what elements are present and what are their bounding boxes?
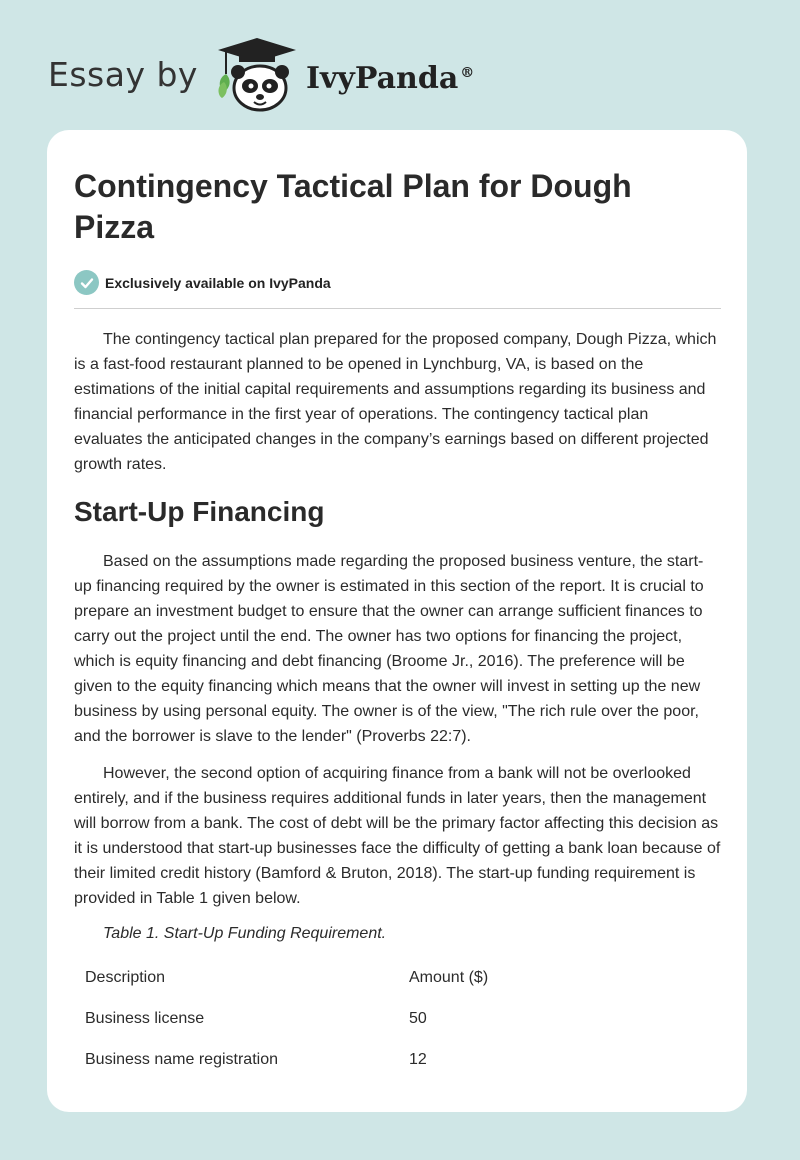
site-header — [48, 34, 474, 114]
brand-name[interactable] — [306, 61, 474, 96]
essay-card — [47, 130, 747, 1112]
brand-label: IvyPanda — [305, 60, 459, 96]
table-cell: 12 — [409, 1050, 427, 1068]
divider — [74, 308, 721, 309]
table-row — [74, 1039, 694, 1080]
paragraph-intro: The contingency tactical plan prepared for the proposed company, Dough Pizza, which is a fast-food restaurant planned to be opened in Lynchburg, VA, is based on the estimations of the initial capital requirements and assumptions regarding its business and financial performance in the first year of operations. The contingency tactical plan evaluates the anticipated changes in the company’s earnings based on different projected growth rates. — [74, 331, 717, 473]
page-title: Contingency Tactical Plan for Dough Pizza — [74, 168, 632, 245]
paragraph-financing-options: Based on the assumptions made regarding the proposed business venture, the start-up financing required by the owner is estimated in this section of the report. It is crucial to prepare an investment budget to ensure that the owner can arrange sufficient finances to carry out the project until the end. The owner has two options for financing the project, which is equity financing and debt financing (Broome Jr., 2016). The preference will be given to the equity financing which means that the owner will invest in setting up the new business by using personal equity. The owner is of the view, "The rich rule over the poor, and the borrower is slave to the lender" (Proverbs 22:7). — [74, 553, 704, 745]
panda-graduate-icon[interactable] — [212, 34, 302, 114]
table-header-cell: Description — [85, 968, 166, 986]
table-cell: Business name registration — [85, 1050, 278, 1068]
check-circle-icon — [74, 270, 99, 295]
table-cell: 50 — [409, 1009, 427, 1027]
table-cell: Business license — [85, 1009, 205, 1027]
table-row — [74, 998, 694, 1039]
table-header-row — [74, 957, 694, 998]
badge-label: Exclusively available on IvyPanda — [105, 274, 331, 291]
registered-mark: ® — [460, 64, 475, 81]
section-heading: Start-Up Financing — [74, 496, 325, 527]
table-header-cell: Amount ($) — [409, 968, 489, 986]
paragraph-bank-finance: However, the second option of acquiring finance from a bank will not be overlooked entirely, and if the business requires additional funds in later years, then the management will borrow from a bank. The cost of debt will be the primary factor affecting this decision as it is understood that start-up businesses face the difficulty of getting a bank loan because of their limited credit history (Bamford & Bruton, 2018). The start-up funding requirement is provided in Table 1 given below. — [74, 765, 721, 907]
funding-table — [74, 957, 694, 1080]
table-caption: Table 1. Start-Up Funding Requirement. — [103, 925, 387, 942]
exclusive-badge — [74, 270, 721, 295]
essay-by-label: Essay by — [48, 54, 198, 94]
